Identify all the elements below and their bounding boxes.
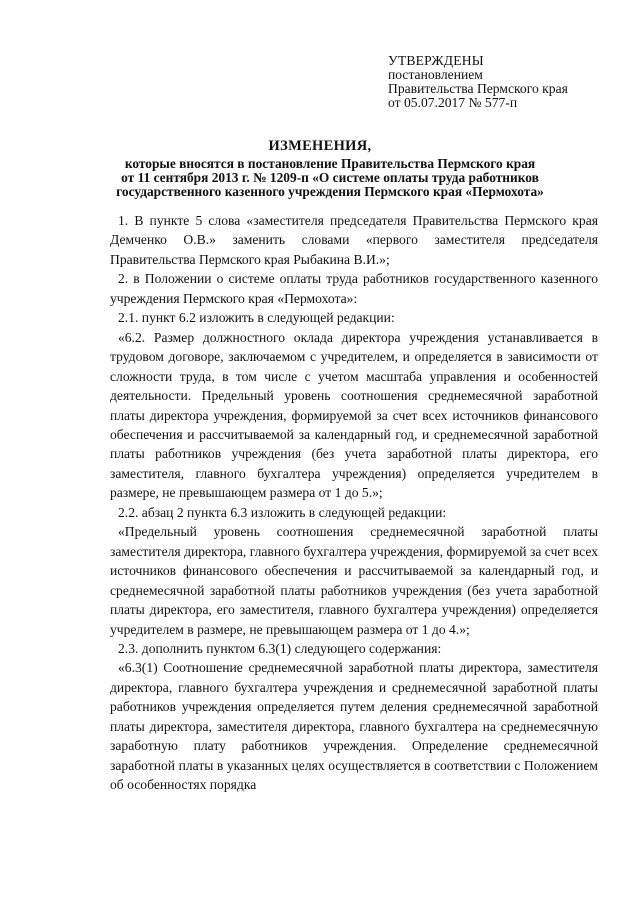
subtitle-line: от 11 сентября 2013 г. № 1209-п «О системе оплаты труда работников (121, 170, 539, 185)
approval-block (388, 54, 628, 110)
paragraph: 2. в Положении о системе оплаты труда работников государственного казенного учреждения Пермского края «Пермохота»: (110, 271, 598, 306)
subtitle-line: государственного казенного учреждения Пермского края «Пермохота» (116, 184, 544, 199)
paragraph: 2.1. пункт 6.2 изложить в следующей редакции: (118, 310, 395, 326)
paragraph: «6.2. Размер должностного оклада директора учреждения устанавливается в трудовом договоре, заключаемом с учредителем, и определяется в зависимости от сложности труда, в том числе с учетом масштаба управления и особенностей деятельности. Предельный уровень соотношения среднемесячной заработной платы директора учреждения, формируемой за счет всех источников финансового обеспечения и рассчитываемой за календарный год, и среднемесячной заработной платы работников учреждения (без учета заработной платы директора, его заместителя, главного бухгалтера учреждения) определяется учредителем в размере, не превышающем размера от 1 до 5.»; (110, 329, 598, 501)
paragraph: 2.3. дополнить пунктом 6.3(1) следующего содержания: (118, 640, 442, 656)
paragraph: 2.2. абзац 2 пункта 6.3 изложить в следующей редакции: (118, 504, 447, 520)
document-title: ИЗМЕНЕНИЯ, (268, 138, 372, 154)
approval-line: постановлением (388, 67, 483, 82)
approval-heading: УТВЕРЖДЕНЫ (388, 53, 484, 68)
paragraph: «Предельный уровень соотношения среднемесячной заработной платы заместителя директора, главного бухгалтера учреждения, формируемой за счет всех источников финансового обеспечения и рассчитываемой за календарный год, и среднемесячной заработной платы работников учреждения (без учета заработной платы директора, его заместителя, главного бухгалтера учреждения) определяется учредителем в размере, не превышающем размера от 1 до 4.»; (110, 524, 598, 637)
approval-line: Правительства Пермского края (388, 81, 568, 96)
paragraph: «6.3(1) Соотношение среднемесячной заработной платы директора, заместителя директора, главного бухгалтера учреждения и среднемесячной заработной платы работников учреждения определяется путем деления среднемесячной заработной платы директора, заместителя директора, главного бухгалтера на среднемесячную заработную плату работников учреждения. Определение среднемесячной заработной платы в указанных целях осуществляется в соответствии с Положением об особенностях порядка (110, 660, 598, 793)
document-subtitle (70, 157, 590, 199)
document-body (110, 211, 598, 795)
subtitle-line: которые вносятся в постановление Правительства Пермского края (124, 156, 536, 171)
paragraph: 1. В пункте 5 слова «заместителя председателя Правительства Пермского края Демченко О.В.» заменить словами «первого заместителя председателя Правительства Пермского края Рыбакина В.И.»; (110, 213, 598, 267)
approval-line: от 05.07.2017 № 577-п (388, 95, 518, 110)
